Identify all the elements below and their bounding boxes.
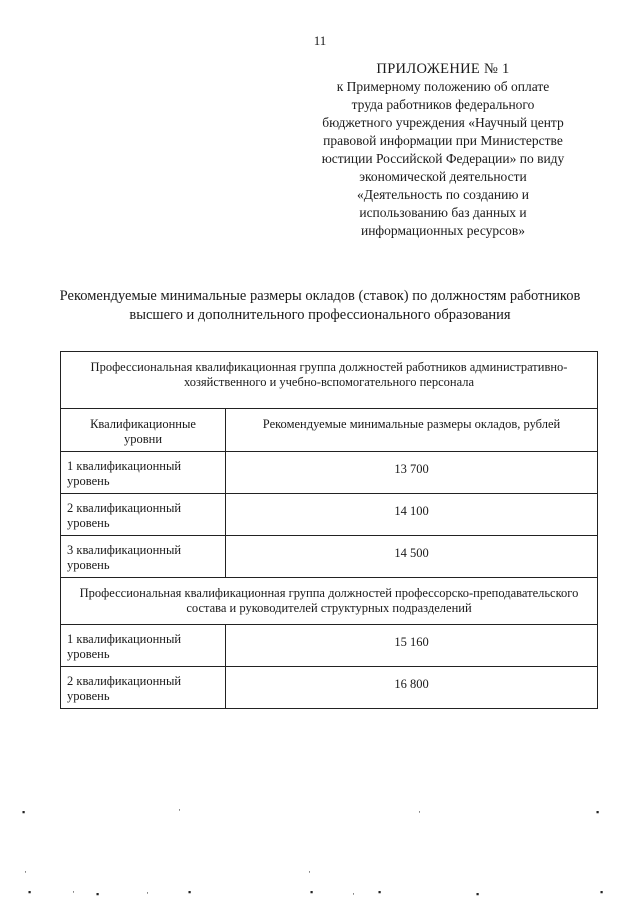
level-line: уровень [67,558,110,572]
scan-speck: · [72,887,75,897]
scan-speck: ▪ [28,887,32,897]
appendix-line: правовой информации при Министерстве [323,133,563,148]
appendix-title: ПРИЛОЖЕНИЕ № 1 [376,61,510,77]
appendix-line: юстиции Российской Федерации» по виду [321,151,565,166]
salary-cell: 14 500 [226,536,598,578]
group-header-row [61,578,598,625]
level-line: 1 квалификационный [67,632,182,646]
appendix-line: «Деятельность по созданию и [356,187,530,202]
column-header-level-line: Квалификационные [90,417,196,431]
scan-speck: · [352,889,355,899]
appendix-line: бюджетного учреждения «Научный центр [322,115,564,130]
level-cell [61,452,226,494]
level-cell [61,536,226,578]
level-cell [61,667,226,709]
scan-speck: ▪ [22,807,26,817]
group-header-line: хозяйственного и учебно-вспомогательного персонала [183,375,475,389]
scan-speck: ▪ [96,889,100,899]
salary-cell: 13 700 [226,452,598,494]
appendix-line: экономической деятельности [359,169,527,184]
group-header-line: Профессиональная квалификационная группа должностей профессорско-преподавательского [79,586,579,600]
scan-speck: ▪ [378,887,382,897]
column-header-row [61,409,598,452]
table-row [61,667,598,709]
level-line: 3 квалификационный [67,543,182,557]
salary-cell: 14 100 [226,494,598,536]
appendix-line: использованию баз данных и [359,205,527,220]
appendix-block [318,60,568,240]
scan-speck: ▪ [188,887,192,897]
salary-cell: 15 160 [226,625,598,667]
scan-speck: · [146,888,149,898]
scan-speck: ▪ [596,807,600,817]
appendix-line: к Примерному положению об оплате [336,79,550,94]
level-line: уровень [67,516,110,530]
group-header-line: состава и руководителей структурных подразделений [186,601,472,615]
group-header-teaching [61,578,598,625]
document-title-line: высшего и дополнительного профессионального образования [129,307,511,323]
level-cell [61,625,226,667]
column-header-salary: Рекомендуемые минимальные размеры окладов, рублей [226,409,598,452]
appendix-line: информационных ресурсов» [360,223,526,238]
salary-cell: 16 800 [226,667,598,709]
salary-table [60,351,598,709]
table-row [61,452,598,494]
level-line: уровень [67,689,110,703]
level-line: 1 квалификационный [67,459,182,473]
level-cell [61,494,226,536]
page-number: 11 [313,33,327,48]
table-row [61,494,598,536]
scan-speck: ▪ [476,889,480,899]
scan-speck: ▪ [600,887,604,897]
column-header-level [61,409,226,452]
table-row [61,625,598,667]
document-title [50,287,590,325]
level-line: уровень [67,474,110,488]
level-line: 2 квалификационный [67,501,182,515]
level-line: уровень [67,647,110,661]
appendix-line: труда работников федерального [351,97,535,112]
level-line: 2 квалификационный [67,674,182,688]
column-header-level-line: уровни [123,432,163,446]
scan-speck: ▪ [310,887,314,897]
scan-speck: · [308,867,311,877]
group-header-line: Профессиональная квалификационная группа должностей работников административно- [90,360,568,374]
document-title-line: Рекомендуемые минимальные размеры окладов (ставок) по должностям работников [59,288,581,304]
group-header-administrative [61,352,598,409]
table-row [61,536,598,578]
group-header-row [61,352,598,409]
scan-speck: · [418,807,421,817]
scan-speck: · [24,867,27,877]
scan-speck: · [178,805,181,815]
